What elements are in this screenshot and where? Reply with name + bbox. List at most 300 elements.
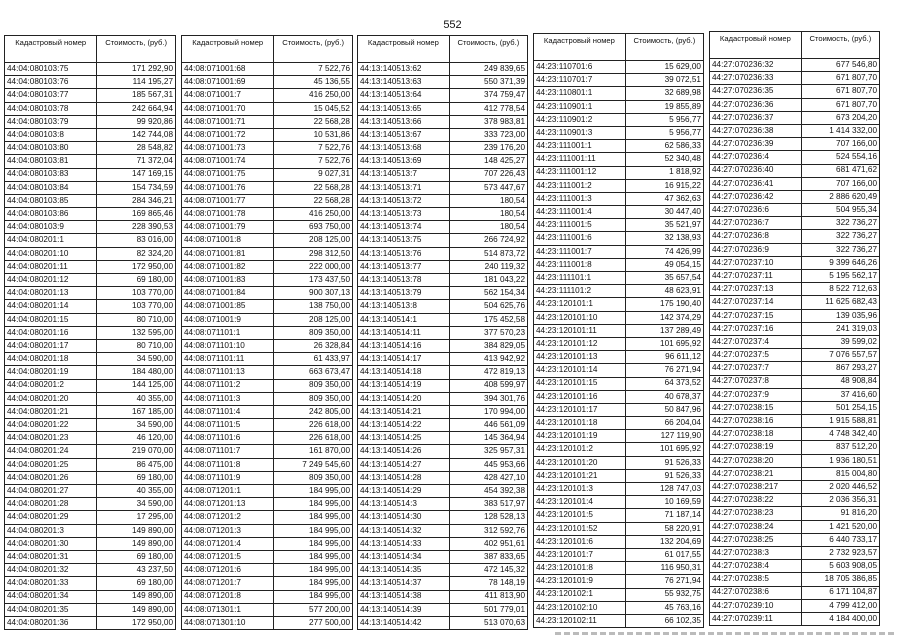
cadastral-number: 44:08:071201:13	[182, 498, 274, 511]
cadastral-number: 44:08:071001:71	[182, 115, 274, 128]
cost-value: 428 427,10	[449, 471, 527, 484]
cadastral-number: 44:04:080103:84	[5, 181, 97, 194]
cost-value: 472 819,13	[449, 366, 527, 379]
cost-value: 2 036 356,31	[801, 494, 879, 507]
table-row	[534, 535, 704, 548]
cost-value: 8 522 712,63	[801, 283, 879, 296]
cost-value: 34 590,00	[97, 419, 176, 432]
table-row	[710, 59, 880, 72]
cadastral-number: 44:04:080201:10	[5, 247, 97, 260]
cadastral-number: 44:04:080103:76	[5, 76, 97, 89]
cost-value: 32 138,93	[625, 232, 703, 245]
cost-value: 284 346,21	[97, 194, 176, 207]
cost-value: 809 350,00	[274, 379, 353, 392]
table-row	[358, 102, 528, 115]
cost-value: 7 522,76	[274, 142, 353, 155]
table-row	[710, 428, 880, 441]
cadastral-number: 44:27:070237:4	[710, 335, 802, 348]
cadastral-number: 44:04:080103:86	[5, 208, 97, 221]
cadastral-number: 44:23:111001:6	[534, 232, 626, 245]
cadastral-number: 44:04:080201:21	[5, 405, 97, 418]
table-row	[5, 247, 176, 260]
cadastral-number: 44:23:120102:11	[534, 614, 626, 627]
cost-value: 91 526,33	[625, 456, 703, 469]
table-row	[5, 194, 176, 207]
cost-value: 114 195,27	[97, 76, 176, 89]
cadastral-number: 44:04:080201:32	[5, 564, 97, 577]
cadastral-number: 44:13:140514:37	[358, 577, 450, 590]
table-row	[5, 115, 176, 128]
table-row	[710, 546, 880, 559]
cost-value: 66 204,04	[625, 417, 703, 430]
cost-value: 322 736,27	[801, 243, 879, 256]
cadastral-number: 44:27:070238:25	[710, 533, 802, 546]
cadastral-number: 44:23:120101:10	[534, 311, 626, 324]
cost-value: 514 873,72	[449, 247, 527, 260]
table-header-row	[358, 36, 528, 63]
table-row	[534, 272, 704, 285]
table-row	[358, 511, 528, 524]
table-row	[182, 102, 353, 115]
table-row	[358, 392, 528, 405]
table-row	[182, 353, 353, 366]
table-row	[534, 126, 704, 139]
table-row	[5, 392, 176, 405]
table-row	[710, 388, 880, 401]
table-row	[182, 603, 353, 616]
cost-value: 707 166,00	[801, 177, 879, 190]
table-row	[358, 353, 528, 366]
cadastral-number: 44:04:080201:25	[5, 458, 97, 471]
header-cadastral-number: Кадастровый номер	[182, 36, 274, 63]
table-row	[358, 405, 528, 418]
cadastral-number: 44:27:070238:15	[710, 401, 802, 414]
table-row	[182, 221, 353, 234]
cadastral-number: 44:27:070237:9	[710, 388, 802, 401]
table-row	[358, 537, 528, 550]
cadastral-number: 44:27:070237:7	[710, 362, 802, 375]
table-row	[358, 524, 528, 537]
cost-value: 413 942,92	[449, 353, 527, 366]
table-row	[358, 498, 528, 511]
table-row	[182, 537, 353, 550]
table-row	[5, 590, 176, 603]
table-row	[358, 300, 528, 313]
table-row	[710, 72, 880, 85]
cost-value: 142 374,29	[625, 311, 703, 324]
cadastral-number: 44:23:120101:4	[534, 496, 626, 509]
table-row	[182, 485, 353, 498]
header-cost: Стоимость, (руб.)	[801, 32, 879, 59]
cost-value: 91 816,20	[801, 507, 879, 520]
cost-value: 1 421 520,00	[801, 520, 879, 533]
cadastral-number: 44:04:080201:33	[5, 577, 97, 590]
cost-value: 180,54	[449, 221, 527, 234]
table-row	[5, 577, 176, 590]
cadastral-number: 44:27:070236:35	[710, 85, 802, 98]
cost-value: 5 603 908,05	[801, 560, 879, 573]
table-row	[534, 166, 704, 179]
cost-value: 15 045,52	[274, 102, 353, 115]
cost-value: 175 452,58	[449, 313, 527, 326]
cost-value: 226 618,00	[274, 432, 353, 445]
table-row	[710, 454, 880, 467]
cadastral-number: 44:13:140514:30	[358, 511, 450, 524]
cost-value: 103 770,00	[97, 300, 176, 313]
cost-value: 34 590,00	[97, 498, 176, 511]
cost-value: 149 890,00	[97, 537, 176, 550]
cost-value: 384 829,05	[449, 339, 527, 352]
cadastral-number: 44:27:070236:8	[710, 230, 802, 243]
table-row	[5, 616, 176, 629]
cadastral-number: 44:04:080201:20	[5, 392, 97, 405]
table-row	[5, 445, 176, 458]
cadastral-number: 44:13:140514:29	[358, 485, 450, 498]
cost-value: 142 744,08	[97, 128, 176, 141]
cadastral-number: 44:13:140514:35	[358, 564, 450, 577]
cadastral-number: 44:04:080103:9	[5, 221, 97, 234]
table-row	[710, 190, 880, 203]
header-cost: Стоимость, (руб.)	[274, 36, 353, 63]
cost-value: 132 204,69	[625, 535, 703, 548]
cadastral-number: 44:23:120101:19	[534, 430, 626, 443]
table-row	[710, 560, 880, 573]
cost-value: 128 747,03	[625, 483, 703, 496]
table-row	[710, 362, 880, 375]
cadastral-number: 44:27:070238:16	[710, 415, 802, 428]
cost-value: 80 710,00	[97, 339, 176, 352]
cost-value: 61 433,97	[274, 353, 353, 366]
cost-value: 167 185,00	[97, 405, 176, 418]
table-row	[710, 283, 880, 296]
cost-value: 663 673,47	[274, 366, 353, 379]
cost-value: 266 724,92	[449, 234, 527, 247]
cost-value: 408 599,97	[449, 379, 527, 392]
table-row	[182, 366, 353, 379]
table-row	[5, 379, 176, 392]
table-row	[5, 234, 176, 247]
table-row	[710, 111, 880, 124]
cadastral-number: 44:27:070237:15	[710, 309, 802, 322]
header-cost: Стоимость, (руб.)	[625, 34, 703, 61]
cadastral-number: 44:23:120101:5	[534, 509, 626, 522]
cost-value: 19 855,89	[625, 100, 703, 113]
cadastral-number: 44:13:140514:1	[358, 313, 450, 326]
table-row	[710, 85, 880, 98]
table-row	[534, 522, 704, 535]
cost-value: 184 995,00	[274, 485, 353, 498]
cost-value: 37 416,60	[801, 388, 879, 401]
cadastral-number: 44:23:120101:52	[534, 522, 626, 535]
cadastral-number: 44:13:140513:62	[358, 63, 450, 76]
table-row	[534, 87, 704, 100]
cadastral-number: 44:13:140514:39	[358, 603, 450, 616]
cost-value: 91 526,33	[625, 469, 703, 482]
table-row	[358, 221, 528, 234]
cadastral-number: 44:04:080201:22	[5, 419, 97, 432]
cost-value: 64 373,52	[625, 377, 703, 390]
table-row	[358, 287, 528, 300]
cost-value: 2 732 923,57	[801, 546, 879, 559]
cadastral-number: 44:04:080103:83	[5, 168, 97, 181]
cost-value: 86 475,00	[97, 458, 176, 471]
cost-value: 6 171 104,87	[801, 586, 879, 599]
cadastral-number: 44:23:110801:1	[534, 87, 626, 100]
table-row	[358, 142, 528, 155]
cadastral-number: 44:23:120101:6	[534, 535, 626, 548]
table-row	[710, 243, 880, 256]
table-row	[710, 349, 880, 362]
cadastral-number: 44:08:071101:10	[182, 339, 274, 352]
cost-value: 17 295,00	[97, 511, 176, 524]
cadastral-number: 44:13:140513:8	[358, 300, 450, 313]
cost-value: 22 568,28	[274, 181, 353, 194]
table-row	[5, 76, 176, 89]
cost-value: 184 995,00	[274, 537, 353, 550]
cadastral-number: 44:27:070236:39	[710, 138, 802, 151]
cost-value: 80 710,00	[97, 313, 176, 326]
cost-value: 170 994,00	[449, 405, 527, 418]
cadastral-number: 44:27:070236:37	[710, 111, 802, 124]
table-row	[710, 467, 880, 480]
cadastral-number: 44:23:110701:6	[534, 61, 626, 74]
cost-value: 35 657,54	[625, 272, 703, 285]
cost-value: 378 983,81	[449, 115, 527, 128]
cost-table-1	[4, 35, 176, 630]
cost-value: 4 184 400,00	[801, 612, 879, 625]
cost-value: 184 995,00	[274, 577, 353, 590]
cost-value: 681 471,62	[801, 164, 879, 177]
table-row	[182, 300, 353, 313]
table-row	[534, 601, 704, 614]
cadastral-number: 44:08:071001:74	[182, 155, 274, 168]
table-row	[5, 181, 176, 194]
table-row	[5, 405, 176, 418]
cadastral-number: 44:27:070237:13	[710, 283, 802, 296]
table-row	[534, 417, 704, 430]
header-cadastral-number: Кадастровый номер	[358, 36, 450, 63]
cadastral-number: 44:27:070238:217	[710, 481, 802, 494]
cadastral-number: 44:04:080201:15	[5, 313, 97, 326]
cadastral-number: 44:08:071101:9	[182, 471, 274, 484]
cadastral-number: 44:23:120101:3	[534, 483, 626, 496]
cadastral-number: 44:13:140513:7	[358, 168, 450, 181]
table-row	[534, 74, 704, 87]
cadastral-number: 44:13:140513:73	[358, 208, 450, 221]
table-row	[534, 337, 704, 350]
table-row	[182, 564, 353, 577]
table-row	[182, 511, 353, 524]
cost-value: 22 568,28	[274, 194, 353, 207]
table-row	[182, 339, 353, 352]
table-row	[710, 256, 880, 269]
cadastral-number: 44:27:070238:5	[710, 573, 802, 586]
table-row	[534, 443, 704, 456]
cadastral-number: 44:27:070239:10	[710, 599, 802, 612]
table-row	[358, 274, 528, 287]
table-row	[710, 481, 880, 494]
cost-value: 208 125,00	[274, 234, 353, 247]
cost-value: 34 590,00	[97, 353, 176, 366]
cadastral-number: 44:13:140513:74	[358, 221, 450, 234]
cost-value: 18 705 386,85	[801, 573, 879, 586]
table-row	[358, 208, 528, 221]
table-row	[358, 603, 528, 616]
cost-table-4	[533, 33, 704, 628]
cadastral-number: 44:04:080201:26	[5, 471, 97, 484]
cadastral-number: 44:13:140513:76	[358, 247, 450, 260]
cost-value: 550 371,39	[449, 76, 527, 89]
cost-value: 46 120,00	[97, 432, 176, 445]
table-row	[358, 419, 528, 432]
table-row	[534, 509, 704, 522]
table-row	[182, 63, 353, 76]
table-row	[5, 353, 176, 366]
cadastral-number: 44:13:140514:38	[358, 590, 450, 603]
cost-table-3	[357, 35, 528, 630]
cadastral-number: 44:27:070236:36	[710, 98, 802, 111]
cadastral-number: 44:08:071101:13	[182, 366, 274, 379]
cadastral-number: 44:23:111001:8	[534, 258, 626, 271]
cadastral-number: 44:23:120101:2	[534, 443, 626, 456]
cadastral-number: 44:23:111101:1	[534, 272, 626, 285]
cost-value: 312 592,76	[449, 524, 527, 537]
cadastral-number: 44:27:070237:14	[710, 296, 802, 309]
cost-value: 69 180,00	[97, 577, 176, 590]
table-row	[182, 498, 353, 511]
table-row	[710, 415, 880, 428]
cost-value: 144 125,00	[97, 379, 176, 392]
cadastral-number: 44:13:140513:65	[358, 102, 450, 115]
cost-value: 26 328,84	[274, 339, 353, 352]
cadastral-number: 44:08:071101:5	[182, 419, 274, 432]
cost-value: 809 350,00	[274, 326, 353, 339]
cost-value: 69 180,00	[97, 550, 176, 563]
cost-value: 40 355,00	[97, 392, 176, 405]
table-row	[710, 533, 880, 546]
cost-value: 61 017,55	[625, 548, 703, 561]
cadastral-number: 44:13:140513:77	[358, 260, 450, 273]
cadastral-number: 44:04:080103:79	[5, 115, 97, 128]
cadastral-number: 44:13:140514:28	[358, 471, 450, 484]
cadastral-number: 44:23:111001:7	[534, 245, 626, 258]
cadastral-number: 44:23:120101:17	[534, 403, 626, 416]
cadastral-number: 44:08:071301:10	[182, 616, 274, 629]
cadastral-number: 44:23:120102:1	[534, 588, 626, 601]
cost-value: 55 932,75	[625, 588, 703, 601]
table-row	[182, 524, 353, 537]
cadastral-number: 44:04:080201:14	[5, 300, 97, 313]
cadastral-number: 44:08:071301:1	[182, 603, 274, 616]
cost-value: 402 951,61	[449, 537, 527, 550]
table-row	[182, 142, 353, 155]
cadastral-number: 44:08:071001:75	[182, 168, 274, 181]
cadastral-number: 44:13:140513:79	[358, 287, 450, 300]
page-number: 552	[443, 19, 462, 31]
cost-value: 149 890,00	[97, 524, 176, 537]
cost-value: 837 512,20	[801, 441, 879, 454]
table-row	[358, 326, 528, 339]
table-row	[710, 217, 880, 230]
cost-value: 387 833,65	[449, 550, 527, 563]
cost-value: 172 950,00	[97, 260, 176, 273]
cadastral-number: 44:13:140513:64	[358, 89, 450, 102]
cost-value: 673 204,20	[801, 111, 879, 124]
table-row	[710, 98, 880, 111]
cadastral-number: 44:23:111101:2	[534, 285, 626, 298]
table-row	[358, 168, 528, 181]
table-row	[534, 192, 704, 205]
table-row	[534, 100, 704, 113]
table-row	[534, 219, 704, 232]
table-row	[534, 377, 704, 390]
table-row	[5, 485, 176, 498]
cadastral-number: 44:13:140513:68	[358, 142, 450, 155]
cost-value: 154 734,59	[97, 181, 176, 194]
cost-value: 39 072,51	[625, 74, 703, 87]
cadastral-number: 44:27:070238:4	[710, 560, 802, 573]
cost-value: 1 818,92	[625, 166, 703, 179]
cadastral-number: 44:13:140514:11	[358, 326, 450, 339]
table-row	[358, 458, 528, 471]
cost-value: 76 271,94	[625, 575, 703, 588]
table-row	[358, 89, 528, 102]
cost-value: 7 522,76	[274, 155, 353, 168]
table-row	[710, 164, 880, 177]
table-row	[5, 221, 176, 234]
table-row	[534, 483, 704, 496]
cost-value: 707 166,00	[801, 138, 879, 151]
cadastral-number: 44:04:080103:75	[5, 63, 97, 76]
cadastral-number: 44:27:070236:40	[710, 164, 802, 177]
table-row	[5, 564, 176, 577]
cadastral-number: 44:27:070238:19	[710, 441, 802, 454]
cadastral-number: 44:23:110901:3	[534, 126, 626, 139]
cadastral-number: 44:08:071001:77	[182, 194, 274, 207]
cost-value: 454 392,38	[449, 485, 527, 498]
table-row	[710, 494, 880, 507]
cost-value: 240 119,32	[449, 260, 527, 273]
table-row	[182, 208, 353, 221]
table-row	[358, 247, 528, 260]
table-header-row	[534, 34, 704, 61]
cadastral-number: 44:08:071001:72	[182, 128, 274, 141]
cost-value: 222 000,00	[274, 260, 353, 273]
cost-value: 47 362,63	[625, 192, 703, 205]
table-row	[534, 575, 704, 588]
cost-value: 172 950,00	[97, 616, 176, 629]
cadastral-number: 44:27:070236:9	[710, 243, 802, 256]
table-row	[182, 181, 353, 194]
cadastral-number: 44:08:071001:82	[182, 260, 274, 273]
cost-value: 6 440 733,17	[801, 533, 879, 546]
cadastral-number: 44:13:140513:66	[358, 115, 450, 128]
cadastral-number: 44:08:071101:2	[182, 379, 274, 392]
table-row	[534, 285, 704, 298]
cadastral-number: 44:27:070238:20	[710, 454, 802, 467]
cadastral-number: 44:27:070238:24	[710, 520, 802, 533]
cadastral-number: 44:08:071101:1	[182, 326, 274, 339]
table-row	[5, 142, 176, 155]
cost-value: 50 847,96	[625, 403, 703, 416]
cadastral-number: 44:08:071101:3	[182, 392, 274, 405]
cadastral-number: 44:23:120101:13	[534, 351, 626, 364]
table-row	[182, 89, 353, 102]
cost-value: 411 813,90	[449, 590, 527, 603]
table-row	[534, 61, 704, 74]
table-row	[534, 456, 704, 469]
table-row	[5, 603, 176, 616]
